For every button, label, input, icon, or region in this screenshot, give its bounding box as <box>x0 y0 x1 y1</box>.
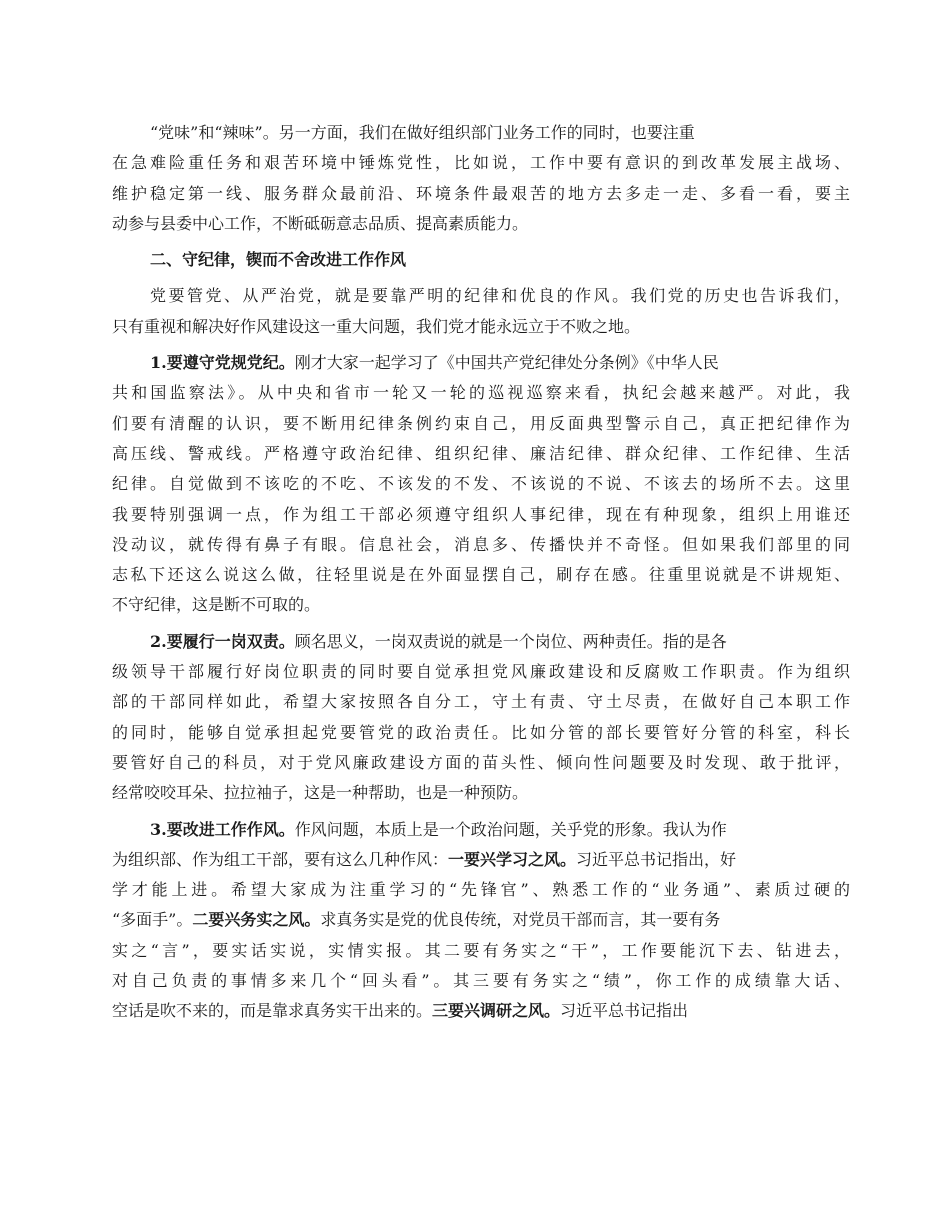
line-text: 志私下还这么说这么做，往轻里说是在外面显摆自己，刷存在感。往重里说就是不讲规矩、 <box>112 565 850 585</box>
paragraph-rules <box>112 348 850 621</box>
text-line <box>112 815 850 845</box>
text-line <box>112 148 850 178</box>
line-text: 顾名思义，一岗双责说的就是一个岗位、两种责任。指的是各 <box>294 631 727 651</box>
line-text: 刚才大家一起学习了《中国共产党纪律处分条例》《中华人民 <box>294 353 719 373</box>
text-line <box>112 718 850 748</box>
line-text: 为组织部、作为组工干部，要有这么几种作风： <box>112 849 449 869</box>
line-text: 部的干部同样如此，希望大家按照各自分工，守土有责、守土尽责，在做好自己本职工作 <box>112 692 850 712</box>
line-text: 只有重视和解决好作风建设这一重大问题，我们党才能永远立于不败之地。 <box>112 316 641 336</box>
line-text: 要管好自己的科员，对于党风廉政建设方面的苗头性、倾向性问题要及时发现、敢于批评， <box>112 752 850 772</box>
line-text: 对自己负责的事情多来几个“回头看”。其三要有务实之“绩”，你工作的成绩靠大话、 <box>112 971 850 991</box>
text-line <box>112 179 850 209</box>
text-line <box>112 905 850 935</box>
text-line <box>112 348 850 378</box>
text-line <box>112 469 850 499</box>
heading-line <box>112 245 850 275</box>
section-heading <box>112 245 850 275</box>
bold-lead: 二要兴务实之风。 <box>192 910 321 930</box>
line-text: 高压线、警戒线。严格遵守政治纪律、组织纪律、廉洁纪律、群众纪律、工作纪律、生活 <box>112 443 850 463</box>
bold-lead: 2.要履行一岗双责。 <box>150 631 295 651</box>
text-line <box>112 845 850 875</box>
text-line <box>112 209 850 239</box>
line-text: 级领导干部履行好岗位职责的同时要自觉承担党风廉政建设和反腐败工作职责。作为组织 <box>112 662 850 682</box>
text-line <box>112 378 850 408</box>
line-text: 不守纪律，这是断不可取的。 <box>112 595 321 615</box>
line-text: 作风问题，本质上是一个政治问题，关乎党的形象。我认为作 <box>294 819 727 839</box>
line-text: 空话是吹不来的，而是靠求真务实干出来的。 <box>112 1001 433 1021</box>
text-line <box>112 560 850 590</box>
text-line <box>112 500 850 530</box>
text-line <box>112 875 850 905</box>
line-text: 求真务实是党的优良传统，对党员干部而言，其一要有务 <box>320 910 721 930</box>
text-line <box>112 657 850 687</box>
text-line <box>112 996 850 1026</box>
line-text: 学才能上进。希望大家成为注重学习的“先锋官”、熟悉工作的“业务通”、素质过硬的 <box>112 880 850 900</box>
bold-lead: 一要兴学习之风。 <box>448 849 577 869</box>
text-line <box>112 627 850 657</box>
line-text: 共和国监察法》。从中央和省市一轮又一轮的巡视巡察来看，执纪会越来越严。对此，我 <box>112 383 850 403</box>
text-line <box>112 590 850 620</box>
line-text: 习近平总书记指出 <box>560 1001 689 1021</box>
paragraph-intro-continuation <box>112 118 850 239</box>
line-text: 们要有清醒的认识，要不断用纪律条例约束自己，用反面典型警示自己，真正把纪律作为 <box>112 413 850 433</box>
paragraph-dual-duty <box>112 627 850 809</box>
document-page <box>112 118 850 1027</box>
paragraph-discipline-intro <box>112 281 850 342</box>
text-line <box>112 936 850 966</box>
line-text: 动参与县委中心工作，不断砥砺意志品质、提高素质能力。 <box>112 213 529 233</box>
text-line <box>112 312 850 342</box>
line-text: 纪律。自觉做到不该吃的不吃、不该发的不发、不该说的不说、不该去的场所不去。这里 <box>112 474 850 494</box>
text-line <box>112 778 850 808</box>
bold-lead: 3.要改进工作作风。 <box>150 819 295 839</box>
text-line <box>112 748 850 778</box>
line-text: 维护稳定第一线、服务群众最前沿、环境条件最艰苦的地方去多走一走、多看一看，要主 <box>112 183 850 203</box>
paragraph-work-style <box>112 815 850 1027</box>
bold-lead: 三要兴调研之风。 <box>432 1001 561 1021</box>
line-text: 经常咬咬耳朵、拉拉袖子，这是一种帮助，也是一种预防。 <box>112 783 529 803</box>
line-text: 党要管党、从严治党，就是要靠严明的纪律和优良的作风。我们党的历史也告诉我们， <box>150 286 850 306</box>
line-text: 的同时，能够自觉承担起党要管党的政治责任。比如分管的部长要管好分管的科室，科长 <box>112 722 850 742</box>
bold-lead: 1.要遵守党规党纪。 <box>150 353 295 373</box>
line-text: “多面手”。 <box>112 910 193 930</box>
line-text: 习近平总书记指出，好 <box>576 849 737 869</box>
heading-text: 二、守纪律，锲而不舍改进工作作风 <box>150 250 407 270</box>
line-text: “党味”和“辣味”。另一方面，我们在做好组织部门业务工作的同时，也要注重 <box>150 123 695 142</box>
line-text: 在急难险重任务和艰苦环境中锤炼党性，比如说，工作中要有意识的到改革发展主战场、 <box>112 153 850 173</box>
line-text: 我要特别强调一点，作为组工干部必须遵守组织人事纪律，现在有种现象，组织上用谁还 <box>112 504 850 524</box>
line-text: 实之“言”，要实话实说，实情实报。其二要有务实之“干”，工作要能沉下去、钻进去， <box>112 940 850 960</box>
text-line <box>112 281 850 311</box>
text-line <box>112 118 850 148</box>
text-line <box>112 687 850 717</box>
line-text: 没动议，就传得有鼻子有眼。信息社会，消息多、传播快并不奇怪。但如果我们部里的同 <box>112 534 850 554</box>
text-line <box>112 966 850 996</box>
text-line <box>112 530 850 560</box>
text-line <box>112 439 850 469</box>
text-line <box>112 409 850 439</box>
